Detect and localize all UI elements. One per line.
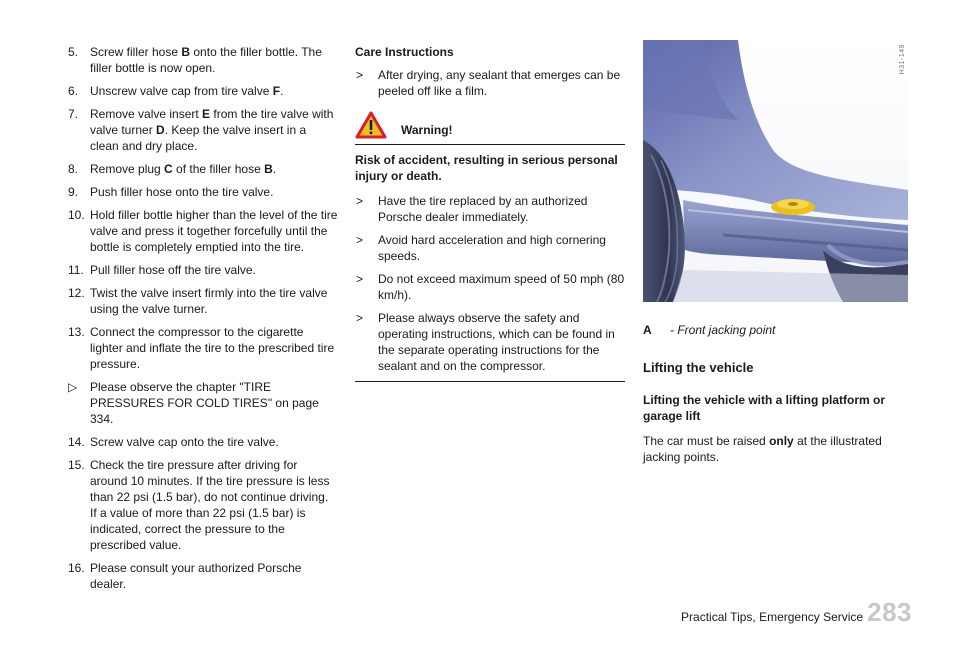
- step-text: [90, 560, 338, 592]
- caption-key: A: [643, 323, 652, 337]
- step-text-segment: Remove valve insert: [90, 107, 203, 121]
- step-number: 11.: [68, 263, 84, 277]
- step-text: [90, 44, 338, 76]
- step-text-segment: Screw valve cap onto the tire valve.: [90, 435, 279, 449]
- step-number: 6.: [68, 84, 79, 98]
- warning-triangle-icon: [355, 111, 387, 139]
- step-text-segment: Unscrew valve cap from tire valve: [90, 84, 273, 98]
- step-reference-letter: F: [272, 84, 281, 98]
- step-reference-letter: D: [156, 123, 165, 137]
- step-reference-letter: B: [181, 45, 191, 59]
- step-number: 9.: [68, 185, 79, 199]
- caption-text: - Front jacking point: [670, 323, 776, 337]
- step-item: [68, 457, 338, 553]
- arrow-marker: >: [356, 68, 364, 82]
- body-text-start: The car must be raised: [643, 434, 770, 448]
- warning-item-text: Do not exceed maximum speed of 50 mph (80 km/h).: [378, 272, 625, 302]
- arrow-marker: >: [356, 194, 364, 208]
- step-text-segment: .: [280, 84, 284, 98]
- footer-section: Practical Tips, Emergency Service: [681, 610, 864, 624]
- step-text-segment: . Keep the valve insert in a clean and dry place.: [90, 123, 307, 153]
- care-instructions-title: Care Instructions: [355, 45, 454, 59]
- step-item: [68, 83, 338, 99]
- step-reference-letter: B: [264, 162, 273, 176]
- step-item: [68, 379, 338, 427]
- step-text-segment: Check the tire pressure after driving for around 10 minutes. If the tire pressure is less than 22 psi (1.5 bar), do not continue driving. If a value of more than 22 psi (1.5 bar) is indicated, correct the pressure to the prescribed value.: [90, 458, 330, 552]
- step-text: [90, 379, 338, 427]
- step-text-segment: from the tire valve with valve turner: [90, 107, 334, 137]
- care-item: [355, 67, 625, 99]
- step-text-segment: Screw filler hose: [90, 45, 182, 59]
- step-text-segment: onto the filler bottle. The filler bottle is now open.: [90, 45, 322, 75]
- step-number: 14.: [68, 435, 85, 449]
- step-text: [90, 457, 338, 553]
- step-number: 15.: [68, 458, 85, 472]
- step-reference-letter: C: [164, 162, 173, 176]
- step-number: 10.: [68, 208, 85, 222]
- step-number: ▷: [68, 380, 78, 394]
- warning-item-text: Please always observe the safety and operating instructions, which can be found in the separate operating instructions for the sealant and on the compressor.: [378, 311, 615, 373]
- step-item: [68, 285, 338, 317]
- page-number: 283: [867, 597, 912, 627]
- step-number: 7.: [68, 107, 79, 121]
- step-text-segment: Push filler hose onto the tire valve.: [90, 185, 274, 199]
- steps-column: [68, 44, 338, 599]
- warning-header: [355, 109, 625, 141]
- section-title: Lifting the vehicle: [643, 360, 754, 375]
- step-item: [68, 434, 338, 450]
- step-number: 13.: [68, 325, 85, 339]
- step-text-segment: Please observe the chapter "TIRE PRESSURES FOR COLD TIRES" on page 334.: [90, 380, 319, 426]
- warning-end-divider: [355, 381, 625, 382]
- step-text: [90, 434, 338, 450]
- step-text-segment: Hold filler bottle higher than the level of the tire valve and press it together forcefully until the bottle is completely emptied into the tire.: [90, 208, 338, 254]
- body-text-bold: only: [769, 434, 794, 448]
- arrow-marker: >: [356, 233, 364, 247]
- step-number: 8.: [68, 162, 79, 176]
- warning-divider: [355, 144, 625, 145]
- step-reference-letter: E: [202, 107, 211, 121]
- step-text: [90, 262, 338, 278]
- warning-item: [355, 193, 625, 225]
- risk-text: Risk of accident, resulting in serious personal injury or death.: [355, 153, 618, 183]
- warning-item: [355, 310, 625, 374]
- warning-label: Warning!: [401, 123, 453, 137]
- step-text: [90, 324, 338, 372]
- step-text-segment: Remove plug: [90, 162, 165, 176]
- step-item: [68, 184, 338, 200]
- step-text: [90, 161, 338, 177]
- step-item: [68, 262, 338, 278]
- warning-item: [355, 271, 625, 303]
- step-item: [68, 106, 338, 154]
- step-number: 16.: [68, 561, 85, 575]
- step-text: [90, 184, 338, 200]
- step-number: 12.: [68, 286, 85, 300]
- step-text-segment: Connect the compressor to the cigarette lighter and inflate the tire to the prescribed tire pressure.: [90, 325, 335, 371]
- step-item: [68, 324, 338, 372]
- step-item: [68, 560, 338, 592]
- warning-item-text: Avoid hard acceleration and high cornering speeds.: [378, 233, 606, 263]
- car-jacking-point-photo: [643, 40, 908, 302]
- photo-code: H31-149: [899, 44, 906, 75]
- warning-item-text: Have the tire replaced by an authorized Porsche dealer immediately.: [378, 194, 588, 224]
- step-text-segment: Twist the valve insert firmly into the tire valve using the valve turner.: [90, 286, 328, 316]
- care-item-text: After drying, any sealant that emerges can be peeled off like a film.: [378, 68, 621, 98]
- lifting-body-text: [643, 433, 908, 465]
- warning-list: [355, 193, 625, 374]
- arrow-marker: >: [356, 311, 364, 325]
- step-number: 5.: [68, 45, 79, 59]
- step-text-segment: Pull filler hose off the tire valve.: [90, 263, 256, 277]
- step-item: [68, 161, 338, 177]
- step-text-segment: of the filler hose: [172, 162, 265, 176]
- step-text: [90, 106, 338, 154]
- warning-column: [355, 44, 625, 382]
- step-text-segment: Please consult your authorized Porsche dealer.: [90, 561, 302, 591]
- warning-item: [355, 232, 625, 264]
- step-item: [68, 44, 338, 76]
- page-footer: [681, 597, 912, 627]
- arrow-marker: >: [356, 272, 364, 286]
- step-text-segment: .: [272, 162, 277, 176]
- photo-caption: [643, 322, 908, 338]
- subsection-title: Lifting the vehicle with a lifting platform or garage lift: [643, 393, 886, 423]
- body-text-end: at the illustrated jacking points.: [643, 434, 882, 464]
- step-text: [90, 83, 338, 99]
- step-text: [90, 285, 338, 317]
- step-item: [68, 207, 338, 255]
- step-text: [90, 207, 338, 255]
